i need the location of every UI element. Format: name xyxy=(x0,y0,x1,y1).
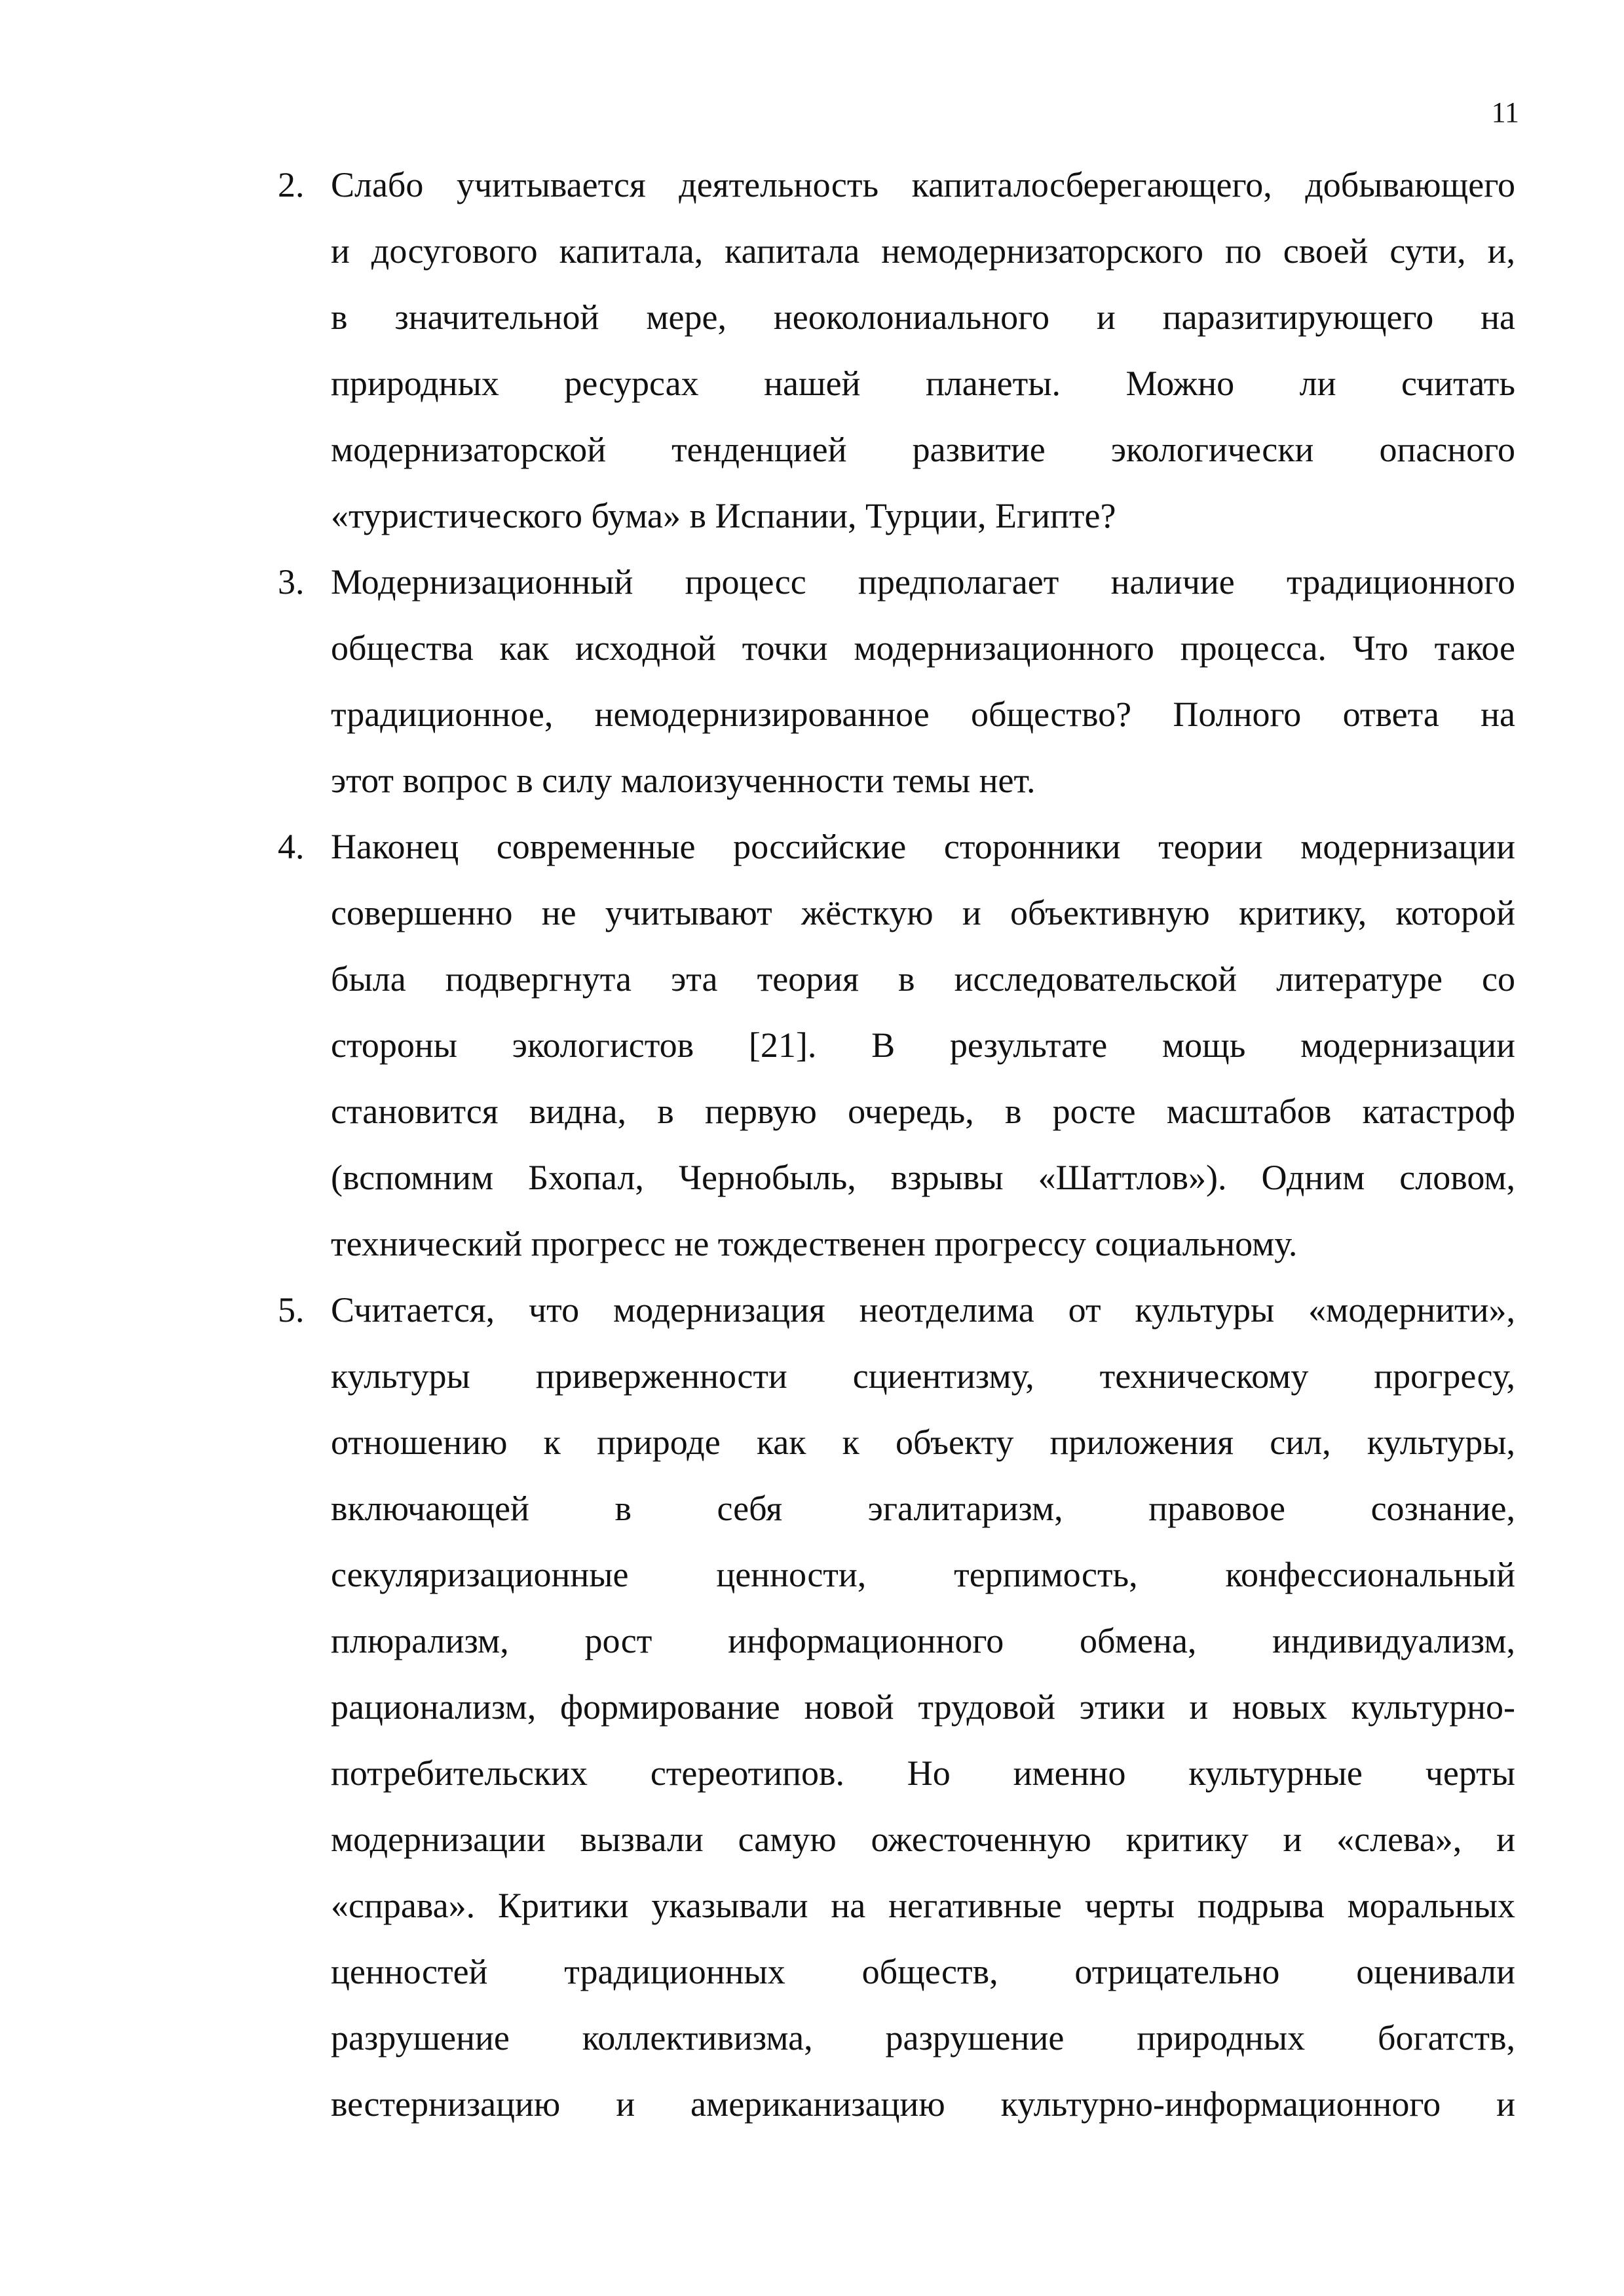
paragraph-line: Слабо учитывается деятельность капиталосберегающего, добывающего xyxy=(331,165,1515,204)
paragraph-line: плюрализм, рост информационного обмена, индивидуализм, xyxy=(331,1621,1515,1660)
list-item xyxy=(0,152,1624,549)
paragraph-line: потребительских стереотипов. Но именно культурные черты xyxy=(331,1753,1515,1793)
numbered-list xyxy=(0,152,1624,2137)
list-item-number: 3. xyxy=(278,562,305,602)
paragraph-line: ценностей традиционных обществ, отрицательно оценивали xyxy=(331,1952,1515,1991)
paragraph-line: включающей в себя эгалитаризм, правовое сознание, xyxy=(331,1489,1515,1528)
list-item-number: 2. xyxy=(278,165,305,204)
paragraph-line: природных ресурсах нашей планеты. Можно ли считать xyxy=(331,364,1515,403)
list-item xyxy=(0,549,1624,814)
paragraph-line: Считается, что модернизация неотделима от культуры «модернити», xyxy=(331,1290,1515,1330)
paragraph-line: разрушение коллективизма, разрушение природных богатств, xyxy=(331,2018,1515,2057)
paragraph-line: совершенно не учитывают жёсткую и объективную критику, которой xyxy=(331,893,1515,932)
list-item xyxy=(0,1277,1624,2137)
paragraph-line: культуры приверженности сциентизму, техническому прогресу, xyxy=(331,1356,1515,1396)
paragraph-line: вестернизацию и американизацию культурно-информационного и xyxy=(331,2084,1515,2124)
paragraph-line: секуляризационные ценности, терпимость, конфессиональный xyxy=(331,1555,1515,1594)
paragraph-line: технический прогресс не тождественен прогрессу социальному. xyxy=(331,1224,1298,1263)
paragraph-line: (вспомним Бхопал, Чернобыль, взрывы «Шаттлов»). Одним словом, xyxy=(331,1158,1515,1197)
paragraph-line: была подвергнута эта теория в исследовательской литературе со xyxy=(331,959,1515,999)
paragraph-line: модернизаторской тенденцией развитие экологически опасного xyxy=(331,430,1515,469)
paragraph-line: в значительной мере, неоколониального и паразитирующего на xyxy=(331,297,1515,337)
page-number: 11 xyxy=(1491,96,1519,128)
paragraph-line: Модернизационный процесс предполагает наличие традиционного xyxy=(331,562,1515,602)
paragraph-line: модернизации вызвали самую ожесточенную критику и «слева», и xyxy=(331,1820,1515,1859)
list-item-number: 4. xyxy=(278,827,305,866)
paragraph-line: «справа». Критики указывали на негативные черты подрыва моральных xyxy=(331,1886,1515,1925)
paragraph-line: Наконец современные российские сторонники теории модернизации xyxy=(331,827,1515,866)
paragraph-line: общества как исходной точки модернизационного процесса. Что такое xyxy=(331,628,1515,668)
paragraph-line: становится видна, в первую очередь, в росте масштабов катастроф xyxy=(331,1092,1515,1131)
paragraph-line: рационализм, формирование новой трудовой этики и новых культурно- xyxy=(331,1687,1515,1727)
paragraph-line: и досугового капитала, капитала немодернизаторского по своей сути, и, xyxy=(331,231,1515,271)
paragraph-line: отношению к природе как к объекту приложения сил, культуры, xyxy=(331,1423,1515,1462)
list-item-number: 5. xyxy=(278,1290,305,1330)
paragraph-line: «туристического бума» в Испании, Турции, Египте? xyxy=(331,496,1116,535)
paragraph-line: стороны экологистов [21]. В результате мощь модернизации xyxy=(331,1025,1515,1065)
paragraph-line: этот вопрос в силу малоизученности темы нет. xyxy=(331,761,1036,800)
paragraph-line: традиционное, немодернизированное общество? Полного ответа на xyxy=(331,695,1515,734)
list-item xyxy=(0,814,1624,1277)
